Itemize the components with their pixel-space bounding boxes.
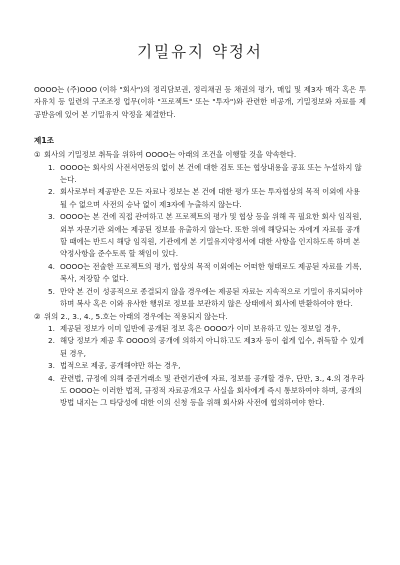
item-number: 4. [48, 373, 56, 383]
item-text: 만약 본 건이 성공적으로 종결되지 않을 경우에는 제공된 자료는 지속적으로 기밀이 유지되어야 하며 복사 혹은 이와 유사한 행위로 정보를 보관하지 않은 상태에서 회사에 반환하여야 한다. [60, 286, 363, 309]
item-text: 해당 정보가 제공 후 OOOO의 공개에 의하지 아니하고도 제3자 등이 쉽게 입수, 취득할 수 있게 된 경우, [60, 336, 365, 358]
list-item [34, 162, 366, 187]
item-text: 회사로부터 제공받은 모든 자료나 정보는 본 건에 대한 평가 또는 투자협상의 목적 이외에 사용될 수 없으며 사전의 승낙 없이 제3자에 누출하지 않는다. [60, 187, 360, 209]
item-text: OOOO는 전술한 프로젝트의 평가, 협상의 목적 이외에는 어떠한 형태로도 제공된 자료를 기록, 복사, 저장할 수 없다. [60, 261, 362, 284]
section-2-paragraph [34, 311, 366, 323]
item-text: OOOO는 본 건에 직접 관여하고 본 프로젝트의 평가 및 협상 등을 위해 꼭 필요한 회사 임직원, 외부 자문기관 외에는 제공된 정보를 유출하지 않는다. 또한 위에 해당되는 자에게 자료를 공개할 때에는 반드시 해당 임직원, 기관에게 본 기밀유지약정서에 대한 사항을 인지하도록 하며 본 약정사항을 준수토록 할 책임이 있다. [60, 212, 362, 259]
list-item [34, 286, 366, 311]
item-number: 3. [48, 361, 56, 371]
item-number: 1. [48, 162, 56, 172]
item-text: OOOO는 회사의 사전서면동의 없이 본 건에 대한 검토 또는 협상내용을 공표 또는 누설하지 않는다. [60, 162, 362, 185]
item-number: 2. [48, 187, 56, 197]
section-1-text: 회사의 기밀정보 취득을 위하여 OOOO는 아래의 조건을 이행할 것을 약속한다. [44, 150, 297, 160]
list-item [34, 261, 366, 286]
item-number: 2. [48, 336, 56, 346]
section-1-paragraph [34, 149, 366, 161]
section-1-list [34, 162, 366, 311]
list-item [34, 211, 366, 261]
item-number: 5. [48, 286, 56, 296]
list-item [34, 335, 366, 360]
item-number: 4. [48, 261, 56, 271]
section-2-text: 위의 2., 3., 4., 5.호는 아래의 경우에는 적용되지 않는다. [44, 311, 228, 321]
item-text: 법적으로 제공, 공개해야만 하는 경우, [60, 361, 181, 371]
intro-paragraph: OOOO는 (주)OOO (이하 "회사")의 정리담보권, 정리채권 등 채권의 평가, 매입 및 제3자 매각 혹은 투자유치 등 일련의 구조조정 업무(이하 "프로젝트" 또는 "투자")와 관련한 비공개, 기밀정보와 자료를 제공받음에 있어 본 기밀유지 약정을 체결한다. [34, 85, 366, 119]
list-item [34, 323, 366, 335]
article-heading: 제1조 [34, 136, 54, 146]
section-1-marker: ① [34, 150, 41, 160]
section-2-marker: ② [34, 311, 41, 321]
list-item [34, 360, 366, 372]
item-text: 관련법, 규정에 의해 증권거래소 및 관련기관에 자료, 정보를 공개할 경우, 단만, 3., 4.의 경우라도 OOOO는 이러한 법적, 규정적 자료공개요구 사실을 회사에게 즉시 통보하여야 하며, 공개의 방법 내지는 그 타당성에 대한 이의 신청 등을 위해 회사와 사전에 협의하여야 한다. [60, 373, 365, 408]
list-item [34, 186, 366, 211]
section-2-list [34, 323, 366, 410]
item-text: 제공된 정보가 이미 일반에 공개된 정보 혹은 OOOO가 이미 보유하고 있는 정보일 경우, [60, 323, 341, 333]
item-number: 3. [48, 212, 56, 222]
item-number: 1. [48, 323, 56, 333]
document-title: 기밀유지 약정서 [137, 43, 263, 61]
list-item [34, 373, 366, 410]
